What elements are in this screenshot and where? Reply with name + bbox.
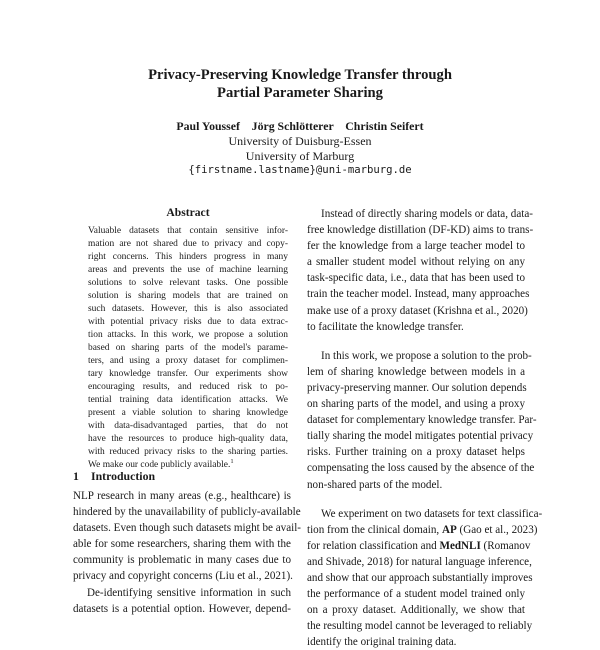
text-line: make use of a proxy dataset (Krishna et al., 2020) [307, 304, 528, 317]
text-line: free knowledge distillation (DF-KD) aims to trans- [307, 224, 534, 237]
right-column-text [307, 206, 543, 650]
paper-title [0, 66, 600, 102]
text-line: on sharing parts of the model, and using a proxy [307, 398, 525, 411]
text-line: tary knowledge transfer. Our experiments show [88, 369, 288, 379]
text-line: solutions to solve relevant tasks. One possible [88, 278, 288, 288]
title-line-2: Partial Parameter Sharing [217, 85, 383, 101]
dataset-name-ap: AP [441, 523, 457, 536]
section-title: Introduction [91, 469, 156, 483]
text-line: We make our code publicly available. [88, 460, 231, 470]
text-line: tion from the clinical domain, AP (Gao et al., 2023) [307, 523, 538, 536]
text-line: compensating the loss caused by the absence of the [307, 462, 535, 475]
text-line: on a proxy dataset. Additionally, we show that [307, 604, 525, 617]
text-line: with potential privacy risks due to data extrac- [88, 317, 288, 327]
affiliation-2: University of Marburg [245, 149, 355, 163]
affiliation-1: University of Duisburg-Essen [228, 134, 372, 148]
text-line: Instead of directly sharing models or data, data- [321, 208, 533, 220]
section-heading-introduction [73, 469, 155, 484]
text-line: dataset for complementary knowledge transfer. Par- [307, 414, 537, 427]
intro-paragraph-1 [73, 488, 301, 585]
text-line: lem of sharing knowledge between models in a [307, 365, 525, 378]
abstract-body [88, 225, 288, 472]
title-line-1: Privacy-Preserving Knowledge Transfer through [148, 67, 452, 83]
text-line: datasets is a potential option. However, depend- [73, 602, 291, 615]
text-line: task-specific data, i.e., data that has been used to [307, 272, 525, 285]
text-line: risks. Further training on a proxy dataset helps [307, 446, 525, 459]
text-line: based on sharing parts of the model's parame- [88, 343, 288, 353]
text-line: We experiment on two datasets for text classifica- [321, 507, 543, 520]
intro-text [73, 488, 301, 617]
text-line: Valuable datasets that contain sensitive infor- [88, 226, 288, 236]
text-line: privacy-preserving manner. Our solution depends [307, 381, 527, 394]
text-line: De-identifying sensitive information in such [87, 586, 291, 599]
author-list: Paul Youssef Jörg Schlötterer Christin Seifert [176, 119, 424, 133]
text-line: the resulting model cannot be leveraged to reliably [307, 620, 533, 633]
section-number: 1 [73, 469, 79, 483]
text-line: and show that our approach substantially improves [307, 571, 533, 584]
text-line: have the resources to produce high-quality data, [88, 434, 288, 444]
text-line: for relation classification and MedNLI (Romanov [307, 539, 531, 552]
text-line: datasets. Even though such datasets might be avail- [73, 522, 301, 535]
footnote-marker: 1 [230, 457, 234, 465]
text-line: solution is sharing models that are trained on [88, 291, 288, 301]
text-line: identify the original training data. [307, 636, 457, 649]
text-line: encouraging results, and reduced risk to po- [88, 382, 288, 392]
text-line: with data-disadvantaged parties, that do not [88, 421, 288, 431]
intro-paragraph-2 [73, 585, 291, 617]
text-line: and Shivade, 2018) for natural language inference, [307, 555, 532, 568]
text-line: hindered by the unavailability of publicly-available [73, 506, 301, 519]
text-line: tially sharing the model mitigates potential privacy [307, 430, 534, 443]
text-line: the performance of a student model trained only [307, 588, 525, 601]
text-line: with reduced privacy risks to the sharing parties. [88, 447, 288, 457]
text-line: train the teacher model. Instead, many approaches [307, 288, 530, 301]
text-line: present a viable solution to sharing knowledge [88, 408, 288, 418]
right-paragraph-1 [307, 206, 534, 335]
dataset-name-mednli: MedNLI [439, 539, 481, 552]
text-line: areas and prevents the use of machine learning [88, 265, 288, 275]
text-line: such datasets. However, this is also associated [88, 304, 288, 314]
right-paragraph-3 [307, 506, 543, 650]
text-line: non-shared parts of the model. [307, 478, 443, 491]
text-line: able for some researchers, sharing them with the [73, 538, 291, 551]
text-line: fer the knowledge from a large teacher model to [307, 240, 525, 253]
text-line: to facilitate the knowledge transfer. [307, 320, 464, 333]
text-line: community is problematic in many cases due to [73, 554, 291, 567]
text-line: In this work, we propose a solution to the prob- [321, 349, 532, 362]
text-line: right concerns. This hinders progress in many [88, 252, 288, 262]
author-email: {firstname.lastname}@uni-marburg.de [188, 164, 412, 176]
right-paragraph-2 [307, 348, 537, 493]
text-line: tential training data identification attacks. We [88, 395, 288, 405]
text-line: tion attacks. In this work, we propose a solution [88, 330, 288, 340]
abstract-heading: Abstract [166, 206, 210, 219]
text-line: ters, and using a proxy dataset for complimen- [88, 356, 288, 366]
text-line: mation are not shared due to privacy and copy- [88, 239, 288, 249]
text-line: a smaller student model without relying on any [307, 256, 525, 269]
text-line: NLP research in many areas (e.g., healthcare) is [73, 490, 291, 502]
text-line: privacy and copyright concerns (Liu et al., 2021). [73, 570, 293, 583]
